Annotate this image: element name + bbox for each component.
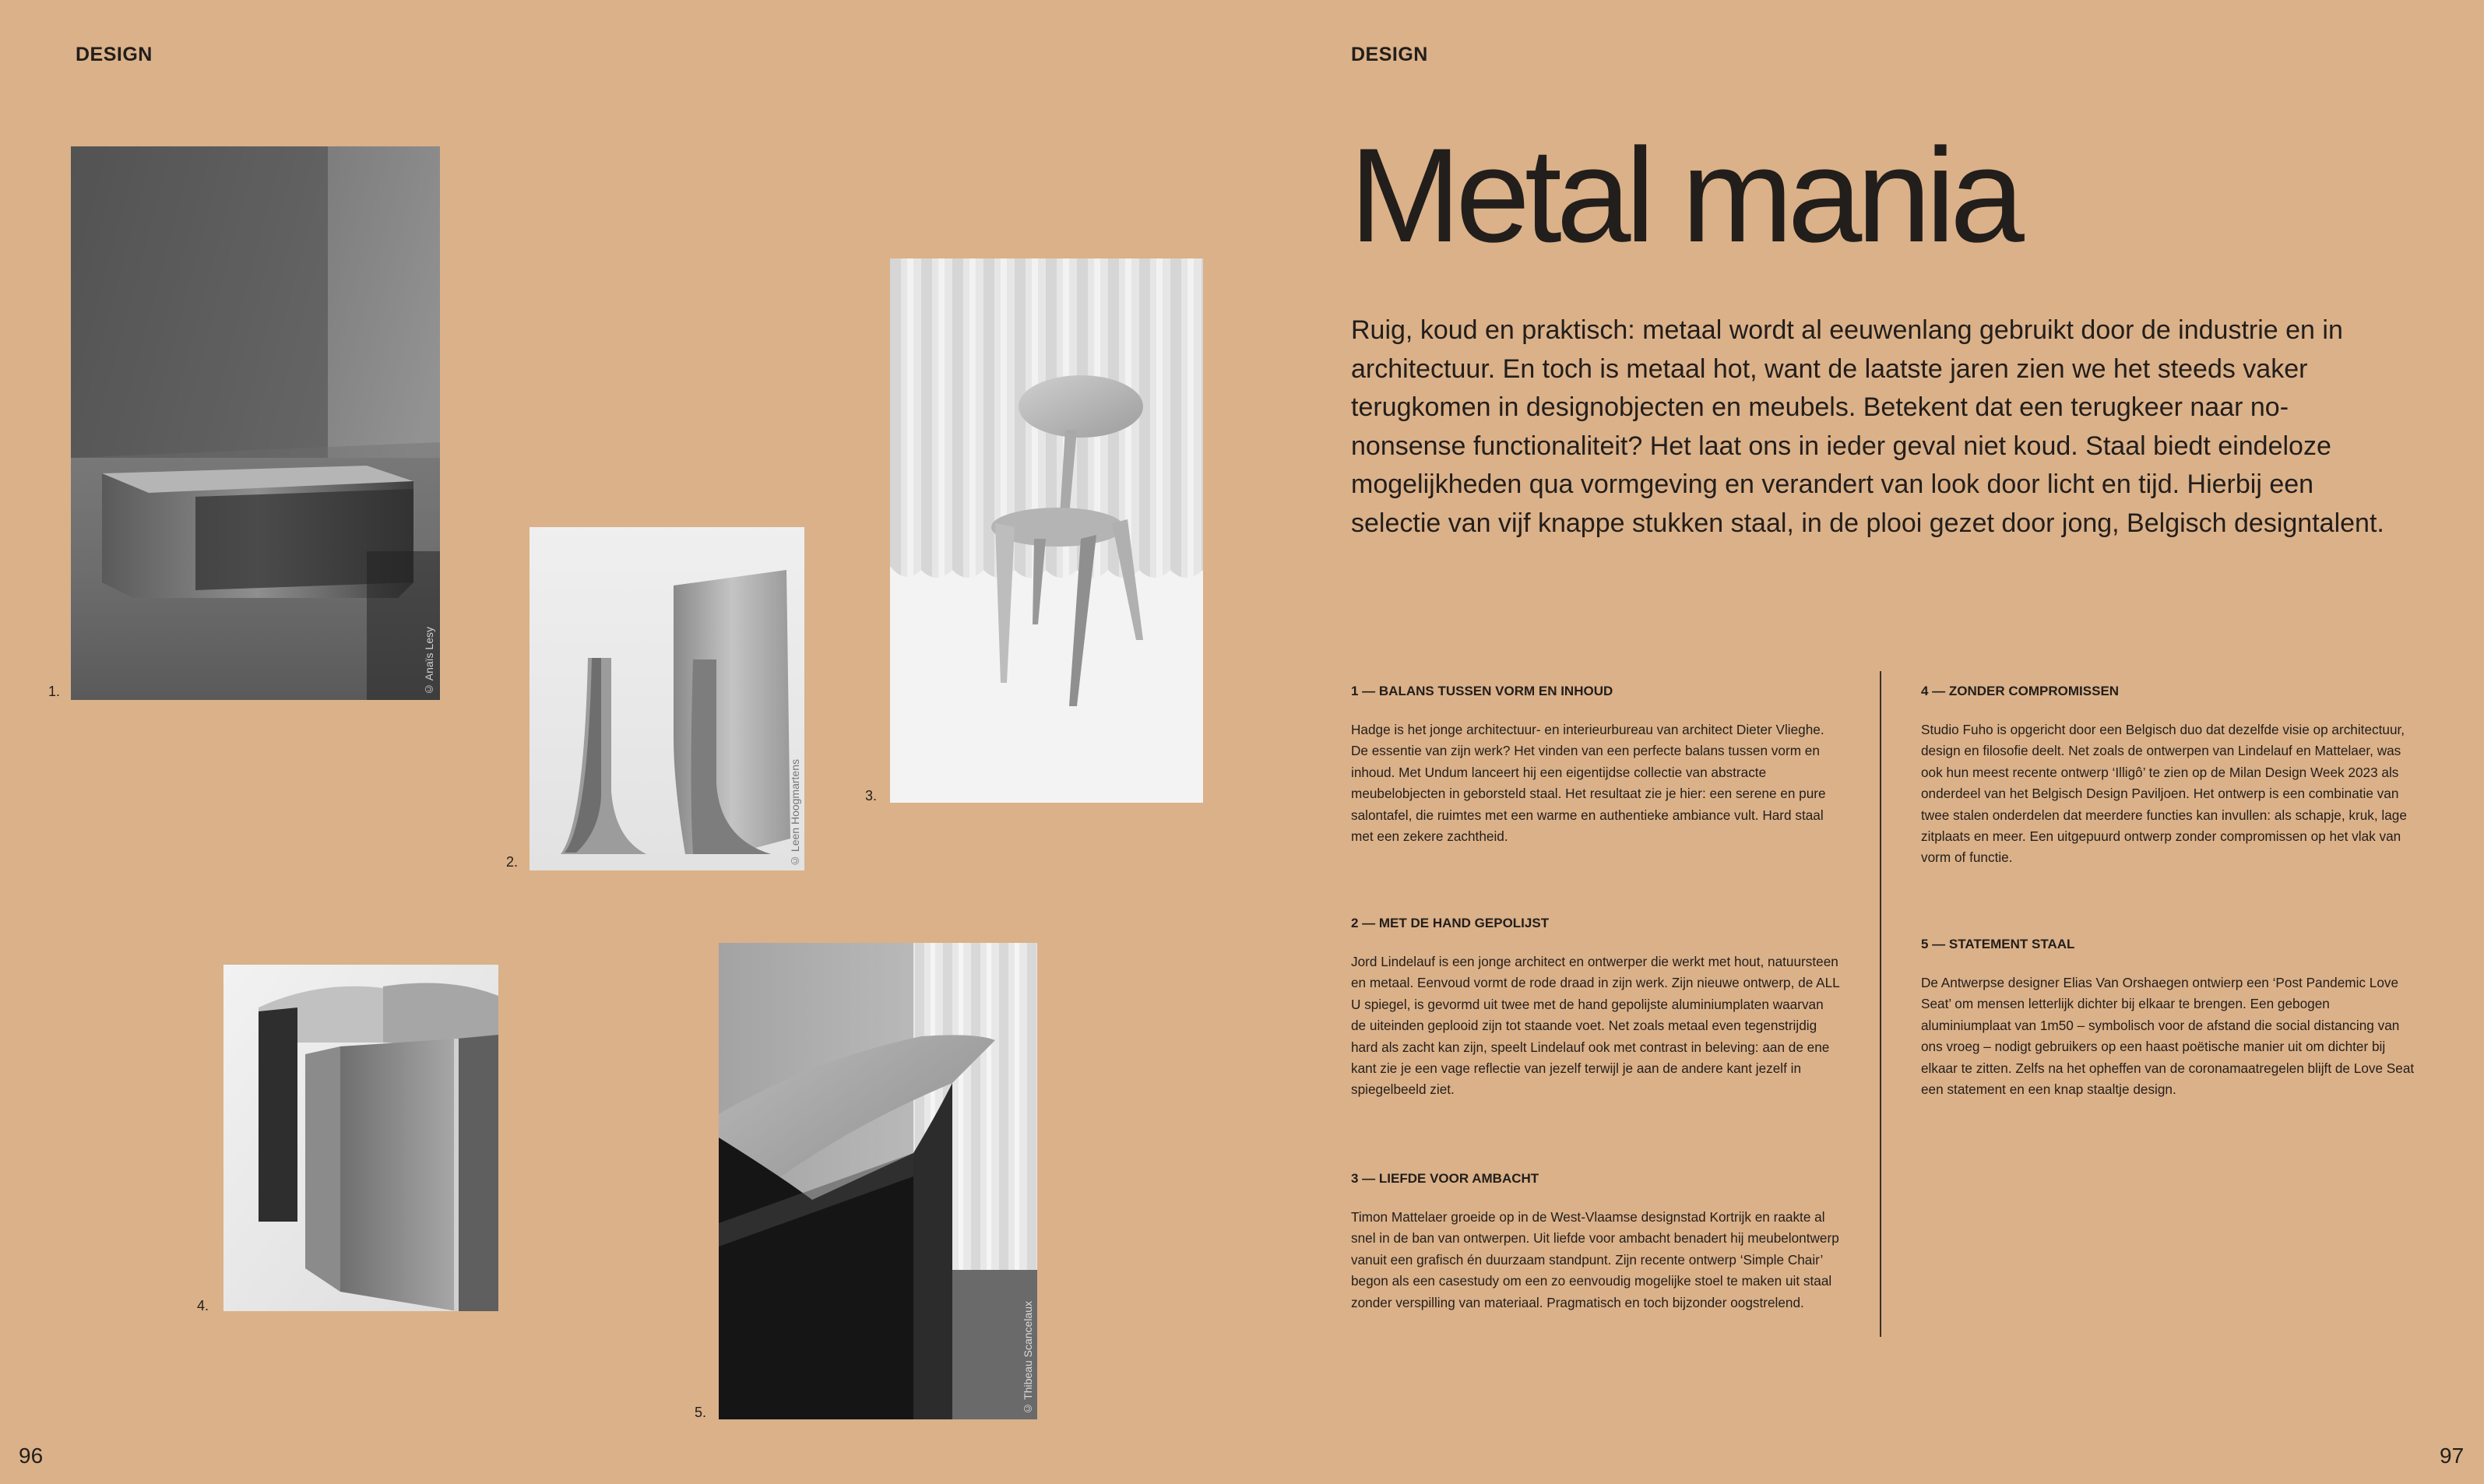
photo-number: 2.	[506, 854, 519, 870]
photo-number: 5.	[695, 1405, 707, 1420]
article-5-title: 5 — STATEMENT STAAL	[1921, 937, 2075, 951]
column-divider	[1880, 671, 1881, 1337]
article-4-text: Studio Fuho is opgericht door een Belgisch duo dat dezelfde visie op architectuur, design en filosofie deelt. Net zoals de ontwerpen van Lindelauf en Mattelaer, was ook hun meest recente ontwerp ‘Illigô’ te zien op de Milan Design Week 2023 als onderdeel van het Belgisch Design Paviljoen. Het ontwerp is een combinatie van twee stalen onderdelen dat meerdere functies kan invullen: als schapje, kruk, lage zitplaats en meer. Een uitgepuurd ontwerp zonder compromissen op het vlak van vorm of functie.	[1921, 722, 2407, 866]
article-4	[1921, 684, 2419, 869]
photo-number: 1.	[48, 684, 61, 699]
article-2-title: 2 — MET DE HAND GEPOLIJST	[1351, 916, 1550, 930]
photo-coffee-table	[71, 146, 440, 700]
article-2	[1351, 916, 1842, 1101]
right-page-number: 97	[2440, 1444, 2465, 1468]
article-3-title: 3 — LIEFDE VOOR AMBACHT	[1351, 1171, 1539, 1186]
photo-number: 3.	[865, 788, 878, 804]
article-1-text: Hadge is het jonge architectuur- en interieurbureau van architect Dieter Vlieghe. De essentie van zijn werk? Het vinden van een perfecte balans tussen vorm en inhoud. Met Undum lanceert hij een eigentijdse collectie van abstracte meubelobjecten in geborsteld staal. Het resultaat zie je hier: een serene en pure salontafel, die ruimtes met een warme en authentieke ambiance vult. Hard staal met een zekere zachtheid.	[1351, 722, 1826, 845]
photo-credit: © Leen Hoogmartens	[789, 759, 801, 867]
photo-mirror	[530, 527, 804, 870]
article-title: Metal mania	[1349, 121, 2019, 270]
article-3	[1351, 1171, 1842, 1313]
article-3-text: Timon Mattelaer groeide op in de West-Vlaamse designstad Kortrijk en raakte al snel in de ban van ontwerpen. Uit liefde voor ambacht benadert hij meubelontwerp vanuit een grafisch én duurzaam standpunt. Zijn recente ontwerp ‘Simple Chair’ begon als een casestudy om een zo eenvoudig mogelijke stoel te maken uit staal zonder verspilling van materiaal. Pragmatisch en toch bijzonder oogstrelend.	[1351, 1209, 1839, 1310]
photo-stool	[223, 965, 498, 1311]
photo-love-seat	[719, 943, 1037, 1419]
article-2-text: Jord Lindelauf is een jonge architect en ontwerper die werkt met hout, natuursteen en metaal. Eenvoud vormt de rode draad in zijn werk. Zijn nieuwe ontwerp, de ALL U spiegel, is gevormd uit twee met de hand gepolijste aluminiumplaten waarvan de uiteinden geplooid zijn tot staande voet. Net zoals metaal even tegenstrijdig hard als zacht kan zijn, speelt Lindelauf ook met contrast in beleving: aan de ene kant zie je een vage reflectie van jezelf terwijl je aan de andere kant jezelf in spiegelbeeld ziet.	[1351, 954, 1840, 1098]
photo-number: 4.	[197, 1298, 209, 1313]
left-section-tag: DESIGN	[76, 44, 153, 65]
photo-chair	[890, 258, 1203, 803]
left-page-number: 96	[19, 1444, 44, 1468]
article-intro: Ruig, koud en praktisch: metaal wordt al eeuwenlang gebruikt door de industrie en in architectuur. En toch is metaal hot, want de laatste jaren zien we het steeds vaker terugkomen in designobjecten en meubels. Betekent dat een terugkeer naar no-nonsense functionaliteit? Het laat ons in ieder geval niet koud. Staal biedt eindeloze mogelijkheden qua vormgeving en verandert van look door licht en tijd. Hierbij een selectie van vijf knappe stukken staal, in de plooi gezet door jong, Belgisch designtalent.	[1351, 315, 2384, 538]
article-5-text: De Antwerpse designer Elias Van Orshaegen ontwierp een ‘Post Pandemic Love Seat’ om mensen letterlijk dichter bij elkaar te brengen. Een gebogen aluminiumplaat van 1m50 – symbolisch voor de afstand die social distancing van ons vroeg – nodigt gebruikers op een haast poëtische manier uit om dichter bij elkaar te zitten. Zelfs na het opheffen van de coronamaatregelen blijft de Love Seat een statement en een knap staaltje design.	[1921, 975, 2415, 1098]
article-1-title: 1 — BALANS TUSSEN VORM EN INHOUD	[1351, 684, 1613, 698]
article-1	[1351, 684, 1842, 847]
article-5	[1921, 937, 2419, 1100]
right-section-tag: DESIGN	[1351, 44, 1428, 65]
article-4-title: 4 — ZONDER COMPROMISSEN	[1921, 684, 2120, 698]
photo-credit: © Anaïs Lesy	[423, 626, 435, 695]
photo-credit: © Thibeau Scancelaux	[1022, 1300, 1034, 1415]
